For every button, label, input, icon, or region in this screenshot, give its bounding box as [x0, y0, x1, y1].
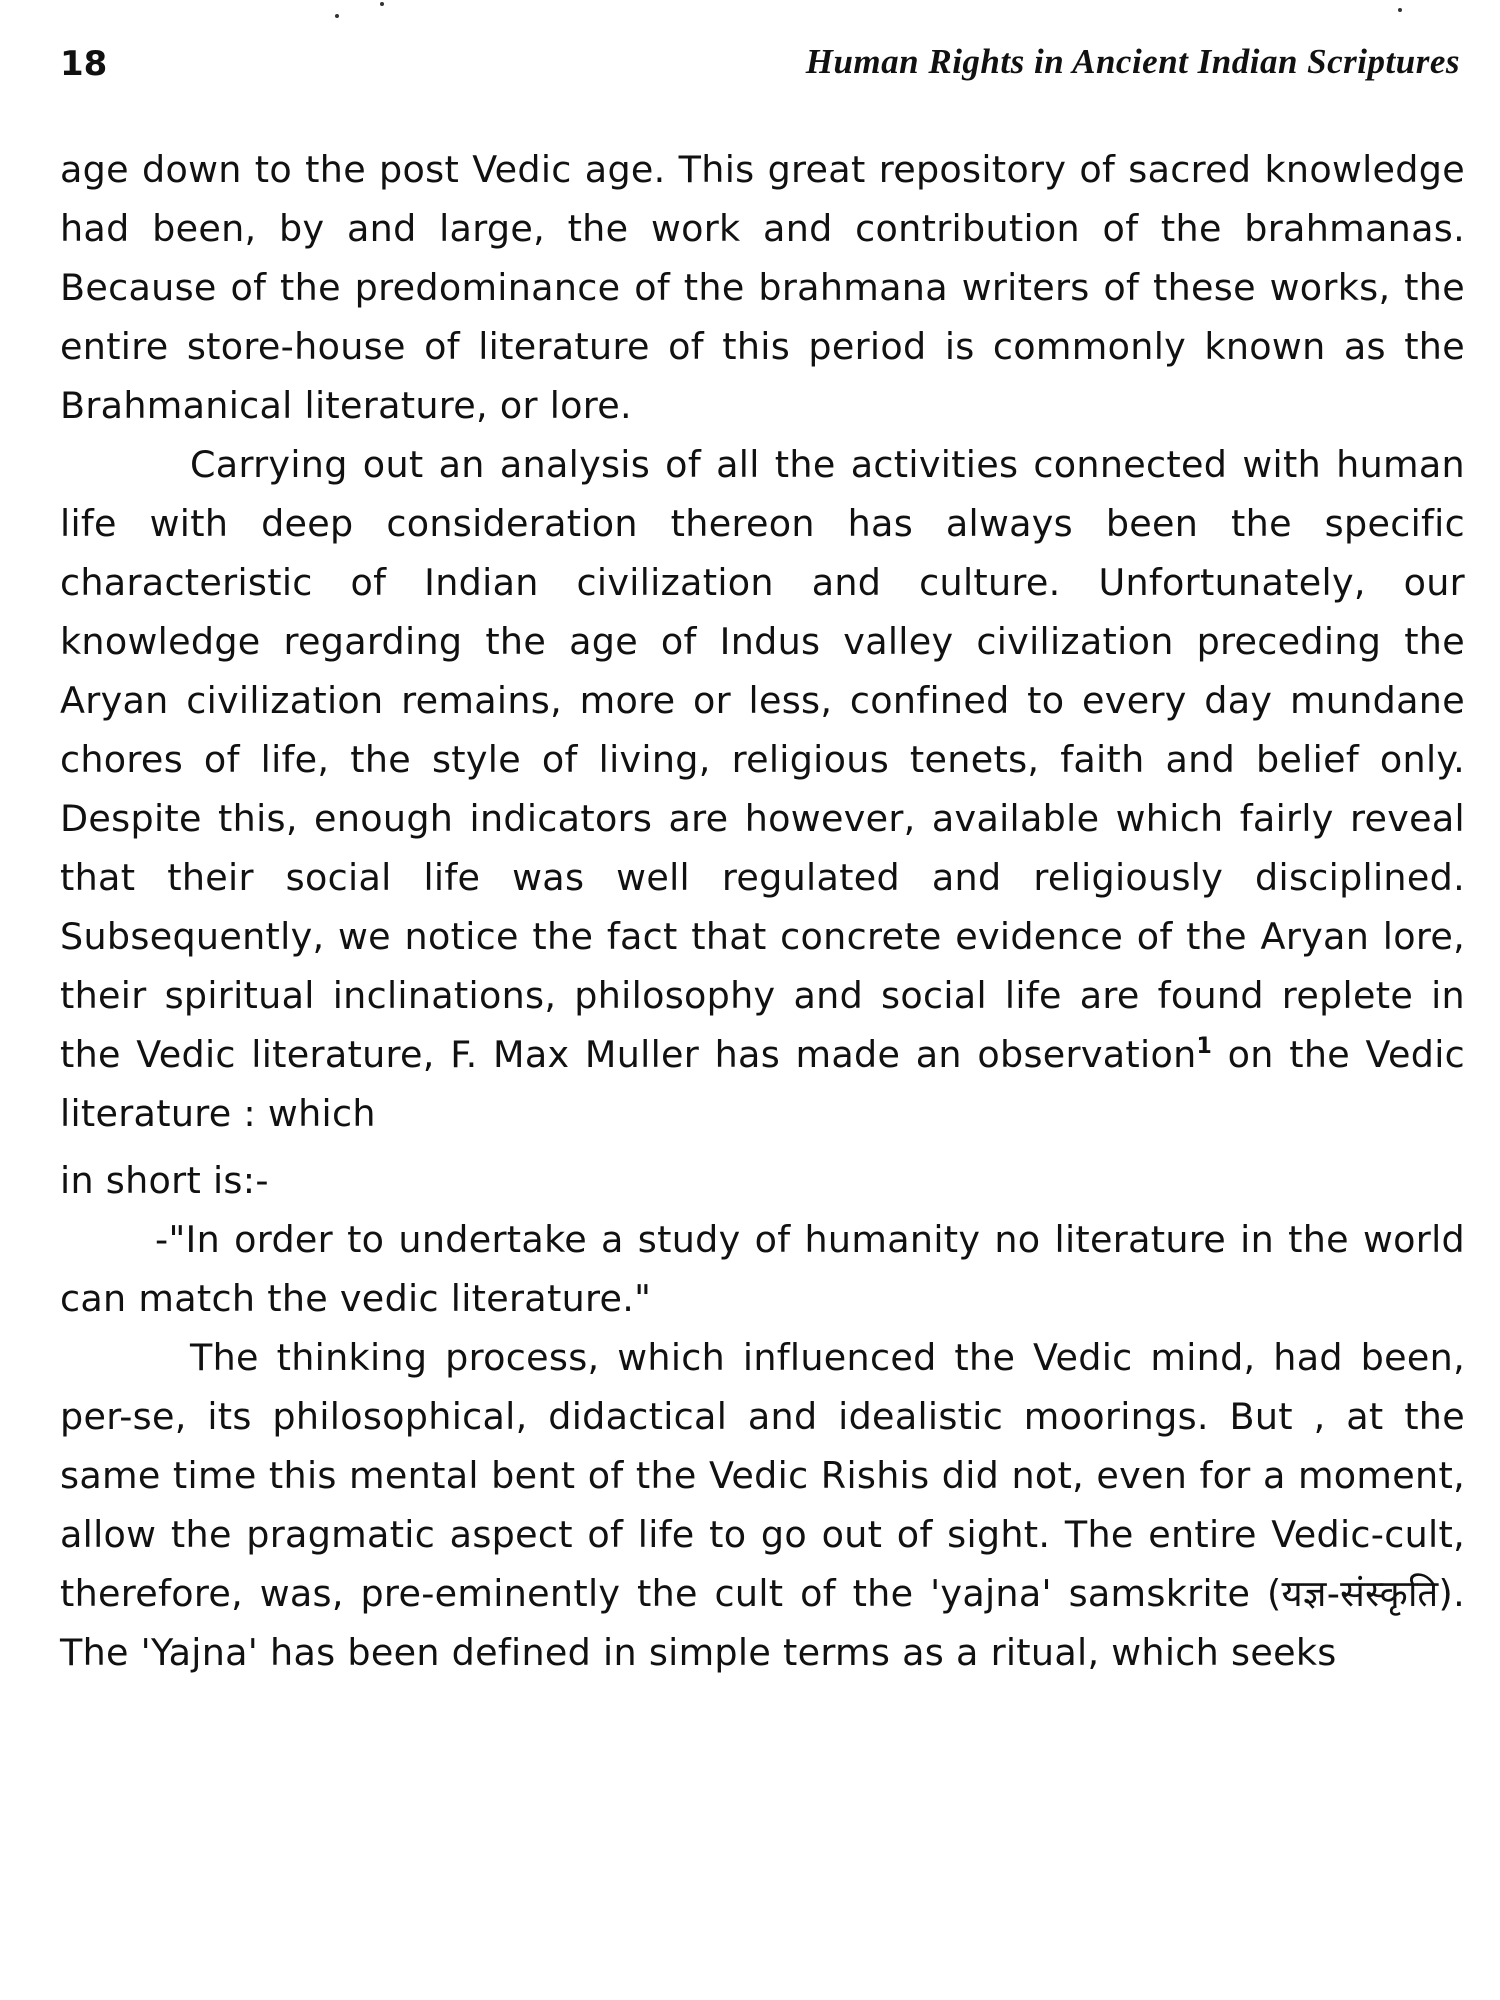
quotation: -"In order to undertake a study of humanity no literature in the world can match the vedic literature.": [60, 1218, 1465, 1320]
paragraph-2-continuation: on the Vedic literature : which: [60, 1033, 1466, 1135]
paragraph-1: age down to the post Vedic age. This great repository of sacred knowledge had been, by and large, the work and contribution of the brahmanas. Because of the predominance of the brahmana writers of these works, the entire store-house of literature of this period is commonly known as the Brahmanical literature, or lore.: [60, 148, 1465, 427]
body-text: [60, 140, 1465, 1682]
footnote-reference: 1: [1196, 1034, 1213, 1059]
scan-speck: [335, 14, 339, 18]
page-number: 18: [60, 44, 108, 84]
scan-speck: [380, 2, 384, 6]
page-header: [60, 38, 1460, 98]
paragraph-3-text: The thinking process, which influenced the Vedic mind, had been, per-se, its philosophical, didactical and idealistic moorings. But , at the same time this mental bent of the Vedic Rishis did not, even for a moment, allow the pragmatic aspect of life to go out of sight. The entire Vedic-cult, therefore, was, pre-eminently the cult of the 'yajna' samskrite: [60, 1336, 1465, 1615]
paragraph-3-continuation: . The 'Yajna' has been defined in simple terms as a ritual, which seeks: [60, 1572, 1465, 1674]
running-title: Human Rights in Ancient Indian Scriptures: [805, 42, 1460, 81]
paragraph-2: [60, 435, 1465, 1143]
paragraph-2-text: Carrying out an analysis of all the activities connected with human life with deep consideration thereon has always been the specific characteristic of Indian civilization and culture. Unfortunately, our knowledge regarding the age of Indus valley civilization preceding the Aryan civilization remains, more or less, confined to every day mundane chores of life, the style of living, religious tenets, faith and belief only. Despite this, enough indicators are however, available which fairly reveal that their social life was well regulated and religiously disciplined. Subsequently, we notice the fact that concrete evidence of the Aryan lore, their spiritual inclinations, philosophy and social life are found replete in the Vedic literature, F. Max Muller has made an observation: [60, 443, 1465, 1076]
devanagari-term: (यज्ञ-संस्कृति): [1267, 1572, 1454, 1615]
paragraph-2-tail: in short is:-: [60, 1159, 269, 1202]
scan-speck: [1398, 8, 1402, 12]
paragraph-3: [60, 1328, 1465, 1682]
